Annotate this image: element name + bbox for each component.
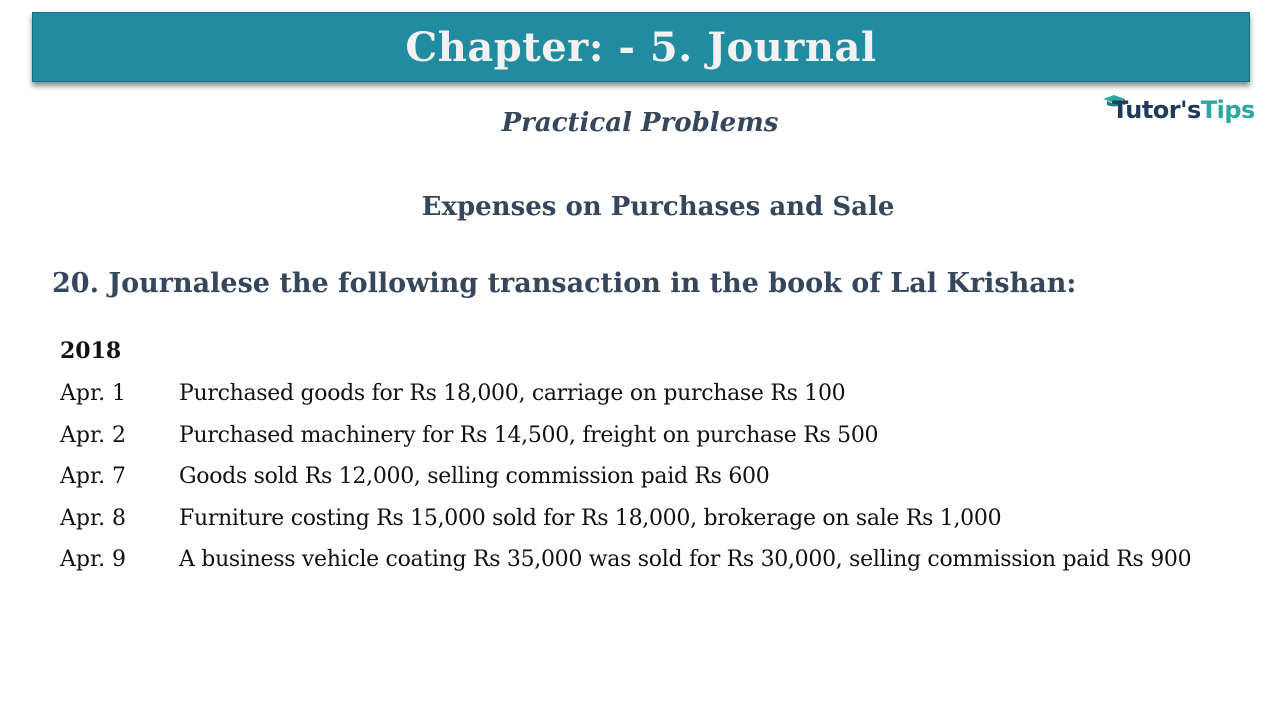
transaction-row	[60, 378, 1200, 409]
section-title: Expenses on Purchases and Sale	[421, 192, 895, 222]
transaction-list	[60, 378, 1200, 586]
transaction-date: Apr. 7	[60, 464, 127, 489]
chapter-title: Chapter: - 5. Journal	[405, 23, 877, 71]
transaction-description: Goods sold Rs 12,000, selling commission paid Rs 600	[179, 464, 770, 489]
transaction-row	[60, 503, 1200, 534]
transaction-date: Apr. 9	[60, 547, 127, 572]
transaction-row	[60, 461, 1200, 492]
transaction-date: Apr. 8	[60, 505, 127, 531]
transaction-description: Furniture costing Rs 15,000 sold for Rs 18,000, brokerage on sale Rs 1,000	[179, 505, 1002, 531]
year-label: 2018	[60, 338, 122, 364]
transaction-row	[60, 544, 1200, 575]
transaction-date: Apr. 2	[60, 422, 127, 448]
chapter-header-bar	[32, 12, 1250, 82]
question-text: 20. Journalese the following transaction in the book of Lal Krishan:	[52, 268, 1077, 299]
transaction-row	[60, 420, 1200, 451]
transaction-description: A business vehicle coating Rs 35,000 was sold for Rs 30,000, selling commission paid Rs 900	[179, 547, 1192, 572]
logo-text-tips: Tips	[1200, 96, 1255, 124]
transaction-description: Purchased machinery for Rs 14,500, freight on purchase Rs 500	[179, 422, 879, 448]
logo-text-tutors: Tutor's	[1112, 96, 1201, 124]
transaction-date: Apr. 1	[60, 381, 127, 406]
transaction-description: Purchased goods for Rs 18,000, carriage on purchase Rs 100	[179, 381, 846, 406]
subtitle: Practical Problems	[501, 108, 779, 138]
